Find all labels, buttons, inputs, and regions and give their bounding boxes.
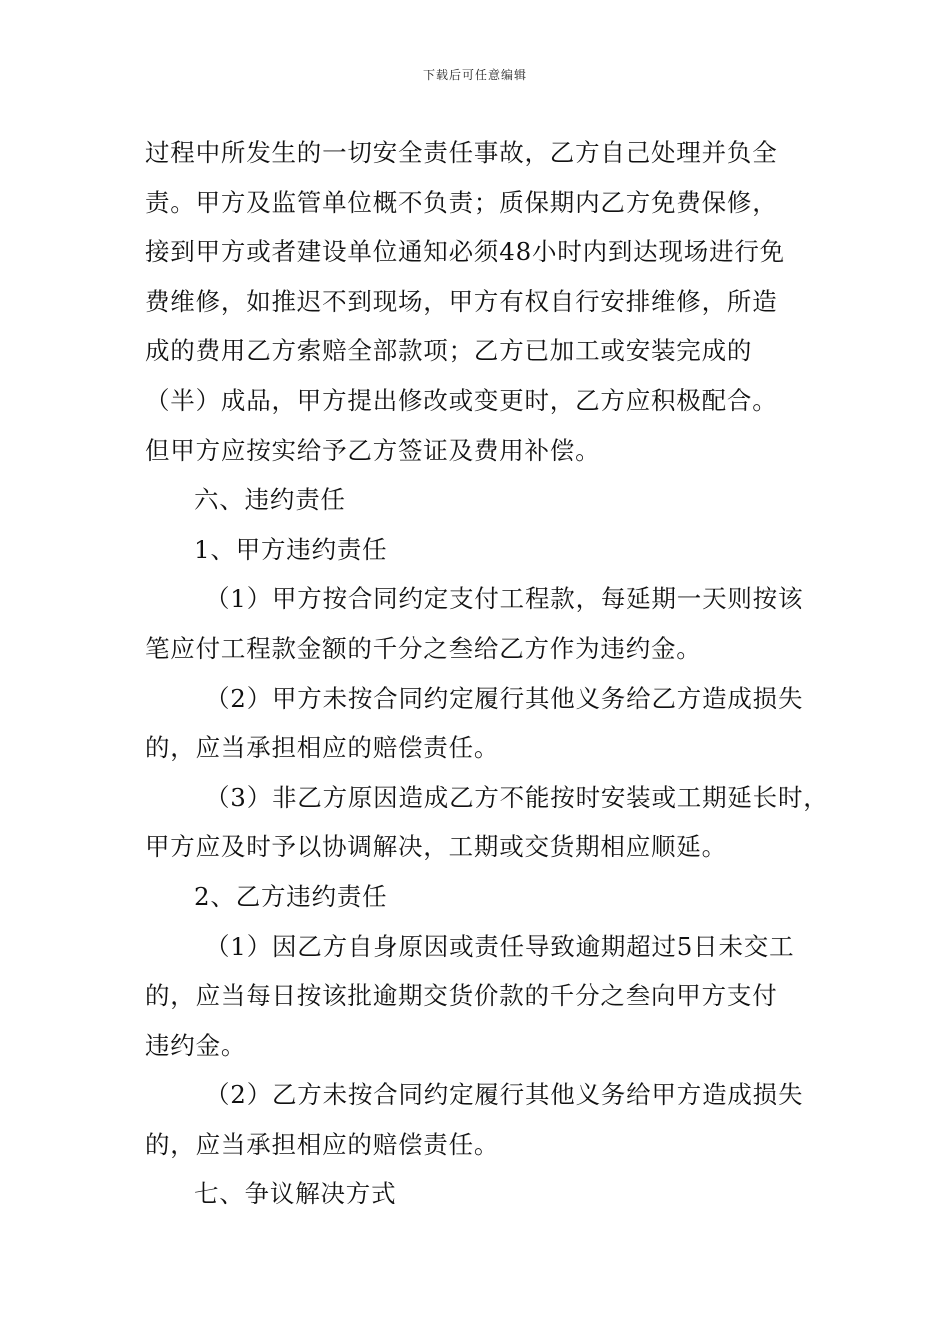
clause-line: 的，应当承担相应的赔偿责任。 [145, 1129, 500, 1159]
page-header: 下载后可任意编辑 [422, 68, 527, 82]
clause-line: 的，应当承担相应的赔偿责任。 [145, 733, 500, 763]
paragraph-line: 接到甲方或者建设单位通知必须48小时内到达现场进行免 [145, 237, 785, 267]
clause-line: 笔应付工程款金额的千分之叁给乙方作为违约金。 [145, 633, 702, 663]
paragraph-line: 过程中所发生的一切安全责任事故，乙方自己处理并负全 [145, 138, 778, 167]
document-body [145, 128, 829, 1219]
section-heading: 六、违约责任 [194, 485, 346, 515]
clause-line: （1）甲方按合同约定支付工程款，每延期一天则按该 [205, 584, 804, 614]
paragraph-line: （半）成品，甲方提出修改或变更时，乙方应积极配合。 [145, 385, 778, 415]
paragraph-line: 但甲方应按实给予乙方签证及费用补偿。 [145, 435, 601, 465]
paragraph-line: 责。甲方及监管单位概不负责；质保期内乙方免费保修， [145, 187, 778, 217]
clause-line: （1）因乙方自身原因或责任导致逾期超过5日未交工 [205, 931, 795, 961]
clause-line: 甲方应及时予以协调解决，工期或交货期相应顺延。 [145, 832, 727, 862]
clause-line: （2）乙方未按合同约定履行其他义务给甲方造成损失 [205, 1080, 804, 1110]
clause-line: （2）甲方未按合同约定履行其他义务给乙方造成损失 [205, 683, 804, 713]
clause-line: （3）非乙方原因造成乙方不能按时安装或工期延长时， [205, 782, 829, 812]
clause-line: 的，应当每日按该批逾期交货价款的千分之叁向甲方支付 [145, 981, 778, 1011]
section-heading: 七、争议解决方式 [194, 1179, 397, 1209]
paragraph-line: 费维修，如推迟不到现场，甲方有权自行安排维修，所造 [145, 286, 778, 316]
clause-line: 违约金。 [145, 1030, 247, 1060]
subsection-heading: 2、乙方违约责任 [194, 881, 388, 911]
subsection-heading: 1、甲方违约责任 [194, 534, 388, 564]
paragraph-line: 成的费用乙方索赔全部款项；乙方已加工或安装完成的 [145, 336, 753, 366]
